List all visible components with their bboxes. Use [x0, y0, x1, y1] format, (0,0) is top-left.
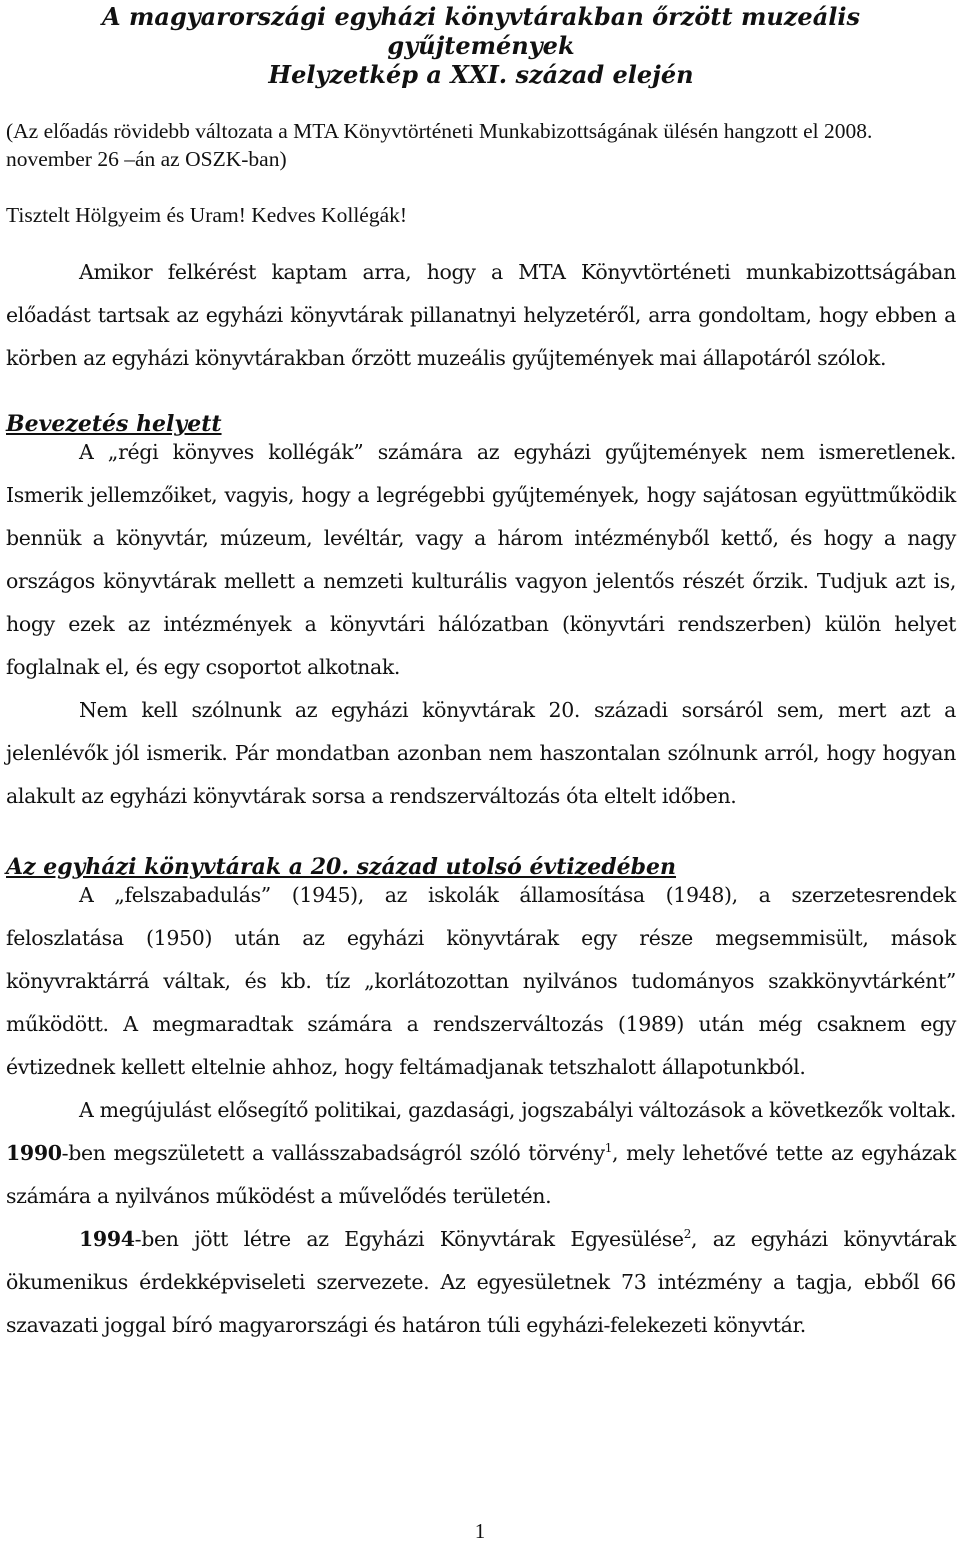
- lecture-note: (Az előadás rövidebb változata a MTA Könyvtörténeti Munkabizottságának ülésén hangzott el 2008. november 26 –án az OSZK-ban): [6, 119, 873, 171]
- section2-paragraph-1: A „felszabadulás” (1945), az iskolák államosítása (1948), a szerzetesrendek feloszlatása (1950) után az egyházi könyvtárak egy része megsemmisült, mások könyvraktárrá váltak, és kb. tíz „korlátozottan nyilvános tudományos szakkönyvtárként” működött. A megmaradtak számára a rendszerváltozás (1989) után még csaknem egy évtizednek kellett eltelnie ahhoz, hogy feltámadjanak tetszhalott állapotunkból.: [6, 883, 956, 1079]
- section1-paragraph-2: Nem kell szólnunk az egyházi könyvtárak 20. századi sorsáról sem, mert azt a jelenlévők jól ismerik. Pár mondatban azonban nem haszontalan szólnunk arról, hogy hogyan alakult az egyházi könyvtárak sorsa a rendszerváltozás óta eltelt időben.: [6, 698, 956, 808]
- document-page: [6, 0, 956, 1347]
- page-number: 1: [474, 1519, 486, 1543]
- section-heading-20th-century: Az egyházi könyvtárak a 20. század utolsó évtizedében: [6, 854, 677, 880]
- p2-text-a: A megújulást elősegítő politikai, gazdasági, jogszabályi változások a következők voltak.: [79, 1098, 956, 1122]
- section2-paragraph-3: [6, 1218, 956, 1347]
- title-line-2: gyűjtemények: [387, 31, 575, 60]
- p2-text-b: -ben megszületett a vallásszabadságról szóló törvény: [61, 1141, 605, 1165]
- footnote-ref-2: 2: [683, 1227, 691, 1242]
- section-heading-introduction: Bevezetés helyett: [6, 411, 222, 437]
- document-title: [6, 2, 956, 89]
- year-1994: 1994: [79, 1227, 135, 1251]
- p2-text-c: , mely lehetővé tette az egyházak számára a nyilvános működést a művelődés területén.: [6, 1141, 956, 1208]
- section1-paragraph-1: A „régi könyves kollégák” számára az egyházi gyűjtemények nem ismeretlenek. Ismerik jellemzőiket, vagyis, hogy a legrégebbi gyűjtemények, hogy sajátosan együttműködik bennük a könyvtár, múzeum, levéltár, vagy a három intézményből kettő, és hogy a nagy országos könyvtárak mellett a nemzeti kulturális vagyon jelentős részét őrzik. Tudjuk azt is, hogy ezek az intézmények a könyvtári hálózatban (könyvtári rendszerben) külön helyet foglalnak el, és egy csoportot alkotnak.: [6, 440, 956, 679]
- title-line-1: A magyarországi egyházi könyvtárakban őrzött muzeális: [102, 2, 860, 31]
- p3-text-b: , az egyházi könyvtárak ökumenikus érdekképviseleti szervezete. Az egyesületnek 73 intézmény a tagja, ebből 66 szavazati joggal bíró magyarországi és határon túli egyházi-felekezeti könyvtár.: [6, 1227, 956, 1337]
- footnote-ref-1: 1: [604, 1141, 613, 1156]
- p3-text-a: -ben jött létre az Egyházi Könyvtárak Egyesülése: [134, 1227, 684, 1251]
- title-line-3: Helyzetkép a XXI. század elején: [268, 60, 694, 89]
- greeting: Tisztelt Hölgyeim és Uram! Kedves Kollégák!: [6, 203, 408, 227]
- section2-paragraph-2: [6, 1089, 956, 1218]
- intro-paragraph: Amikor felkérést kaptam arra, hogy a MTA Könyvtörténeti munkabizottságában előadást tartsak az egyházi könyvtárak pillanatnyi helyzetéről, arra gondoltam, hogy ebben a körben az egyházi könyvtárakban őrzött muzeális gyűjtemények mai állapotáról szólok.: [6, 260, 956, 370]
- year-1990: 1990: [6, 1141, 62, 1165]
